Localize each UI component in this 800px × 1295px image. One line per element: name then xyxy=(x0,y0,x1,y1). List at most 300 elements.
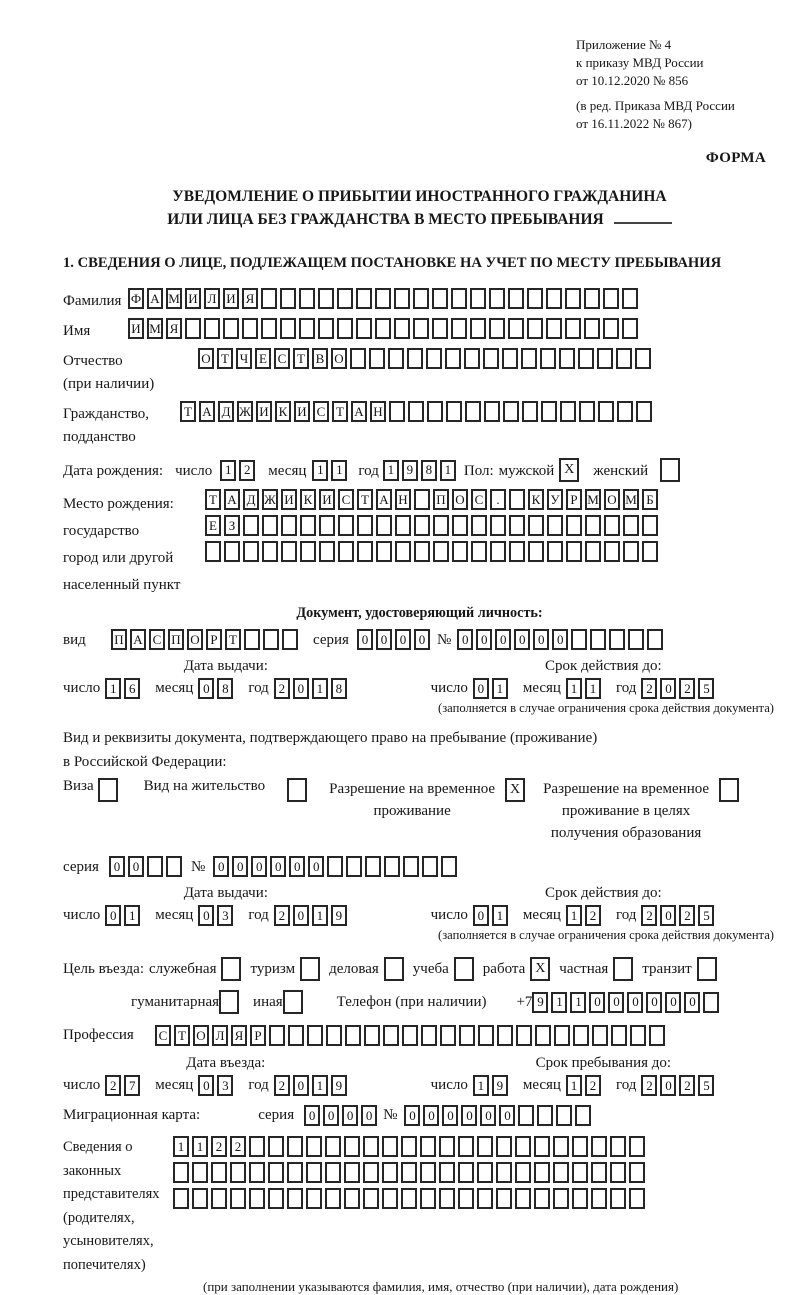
char-box[interactable]: 0 xyxy=(232,856,248,877)
char-box[interactable]: 0 xyxy=(128,856,144,877)
char-box[interactable] xyxy=(528,541,544,562)
char-box[interactable] xyxy=(325,1162,341,1183)
purpose-private-checkbox[interactable] xyxy=(613,957,633,981)
char-box[interactable] xyxy=(572,1162,588,1183)
char-box[interactable] xyxy=(617,401,633,422)
char-box[interactable] xyxy=(388,348,404,369)
residence-permit-checkbox[interactable] xyxy=(287,778,307,802)
char-box[interactable] xyxy=(249,1188,265,1209)
char-box[interactable] xyxy=(268,1162,284,1183)
char-box[interactable] xyxy=(496,1162,512,1183)
char-box[interactable]: 2 xyxy=(239,460,255,481)
char-box[interactable] xyxy=(394,318,410,339)
char-box[interactable] xyxy=(503,401,519,422)
char-box[interactable] xyxy=(559,348,575,369)
char-box[interactable] xyxy=(604,515,620,536)
char-box[interactable] xyxy=(268,1188,284,1209)
char-box[interactable] xyxy=(376,515,392,536)
char-box[interactable]: 0 xyxy=(293,1075,309,1096)
char-box[interactable] xyxy=(287,1162,303,1183)
char-box[interactable]: 1 xyxy=(312,905,328,926)
char-box[interactable]: 1 xyxy=(331,460,347,481)
char-box[interactable]: 3 xyxy=(217,1075,233,1096)
char-box[interactable]: 1 xyxy=(473,1075,489,1096)
edu-residence-permit-checkbox[interactable] xyxy=(719,778,739,802)
char-box[interactable]: 0 xyxy=(270,856,286,877)
char-box[interactable] xyxy=(547,515,563,536)
char-box[interactable]: И xyxy=(319,489,335,510)
char-box[interactable] xyxy=(325,1136,341,1157)
char-box[interactable]: К xyxy=(275,401,291,422)
char-box[interactable] xyxy=(230,1188,246,1209)
char-box[interactable] xyxy=(647,629,663,650)
char-box[interactable] xyxy=(534,1162,550,1183)
char-box[interactable]: 0 xyxy=(473,905,489,926)
char-box[interactable] xyxy=(344,1162,360,1183)
char-box[interactable]: 2 xyxy=(585,1075,601,1096)
char-box[interactable] xyxy=(420,1188,436,1209)
char-box[interactable]: 2 xyxy=(105,1075,121,1096)
char-box[interactable] xyxy=(300,541,316,562)
char-box[interactable]: 1 xyxy=(312,460,328,481)
char-box[interactable] xyxy=(414,515,430,536)
char-box[interactable] xyxy=(224,541,240,562)
char-box[interactable]: 0 xyxy=(198,678,214,699)
char-box[interactable]: 0 xyxy=(361,1105,377,1126)
char-box[interactable]: А xyxy=(199,401,215,422)
char-box[interactable] xyxy=(375,288,391,309)
char-box[interactable] xyxy=(527,318,543,339)
char-box[interactable]: Т xyxy=(205,489,221,510)
char-box[interactable]: 9 xyxy=(492,1075,508,1096)
char-box[interactable] xyxy=(401,1136,417,1157)
char-box[interactable]: Т xyxy=(180,401,196,422)
char-box[interactable] xyxy=(578,348,594,369)
char-box[interactable]: 0 xyxy=(376,629,392,650)
char-box[interactable]: 0 xyxy=(198,1075,214,1096)
char-box[interactable]: 9 xyxy=(532,992,548,1013)
char-box[interactable] xyxy=(584,318,600,339)
char-box[interactable]: 1 xyxy=(440,460,456,481)
char-box[interactable]: Т xyxy=(217,348,233,369)
char-box[interactable]: 0 xyxy=(109,856,125,877)
char-box[interactable] xyxy=(441,856,457,877)
char-box[interactable] xyxy=(230,1162,246,1183)
char-box[interactable] xyxy=(572,1136,588,1157)
char-box[interactable]: А xyxy=(351,401,367,422)
char-box[interactable] xyxy=(403,856,419,877)
char-box[interactable]: 0 xyxy=(105,905,121,926)
char-box[interactable]: Р xyxy=(566,489,582,510)
char-box[interactable] xyxy=(439,1162,455,1183)
char-box[interactable]: 1 xyxy=(585,678,601,699)
char-box[interactable]: 2 xyxy=(679,905,695,926)
char-box[interactable]: С xyxy=(471,489,487,510)
char-box[interactable] xyxy=(363,1162,379,1183)
char-box[interactable] xyxy=(327,856,343,877)
char-box[interactable]: 0 xyxy=(495,629,511,650)
char-box[interactable]: 0 xyxy=(461,1105,477,1126)
char-box[interactable] xyxy=(326,1025,342,1046)
char-box[interactable] xyxy=(508,318,524,339)
char-box[interactable] xyxy=(439,1188,455,1209)
char-box[interactable] xyxy=(211,1188,227,1209)
char-box[interactable] xyxy=(204,318,220,339)
char-box[interactable]: 0 xyxy=(476,629,492,650)
char-box[interactable]: 9 xyxy=(402,460,418,481)
char-box[interactable] xyxy=(592,1025,608,1046)
char-box[interactable] xyxy=(509,489,525,510)
char-box[interactable] xyxy=(490,541,506,562)
char-box[interactable] xyxy=(553,1188,569,1209)
char-box[interactable] xyxy=(287,1136,303,1157)
char-box[interactable]: Я xyxy=(231,1025,247,1046)
char-box[interactable] xyxy=(421,1025,437,1046)
char-box[interactable] xyxy=(591,1188,607,1209)
char-box[interactable] xyxy=(376,541,392,562)
char-box[interactable]: 2 xyxy=(211,1136,227,1157)
char-box[interactable]: 1 xyxy=(566,905,582,926)
purpose-study-checkbox[interactable] xyxy=(454,957,474,981)
char-box[interactable] xyxy=(345,1025,361,1046)
char-box[interactable]: 2 xyxy=(230,1136,246,1157)
char-box[interactable] xyxy=(363,1136,379,1157)
char-box[interactable]: 2 xyxy=(641,678,657,699)
char-box[interactable]: С xyxy=(338,489,354,510)
temp-residence-permit-checkbox[interactable]: X xyxy=(505,778,525,802)
char-box[interactable] xyxy=(521,348,537,369)
char-box[interactable]: А xyxy=(130,629,146,650)
char-box[interactable]: 1 xyxy=(566,1075,582,1096)
char-box[interactable]: 0 xyxy=(395,629,411,650)
char-box[interactable] xyxy=(489,318,505,339)
char-box[interactable] xyxy=(439,1136,455,1157)
char-box[interactable] xyxy=(609,629,625,650)
char-box[interactable] xyxy=(534,1136,550,1157)
char-box[interactable] xyxy=(597,348,613,369)
char-box[interactable] xyxy=(509,541,525,562)
char-box[interactable] xyxy=(477,1188,493,1209)
char-box[interactable] xyxy=(566,515,582,536)
char-box[interactable]: О xyxy=(187,629,203,650)
char-box[interactable]: Д xyxy=(243,489,259,510)
char-box[interactable]: 1 xyxy=(192,1136,208,1157)
char-box[interactable]: П xyxy=(433,489,449,510)
char-box[interactable]: С xyxy=(155,1025,171,1046)
char-box[interactable]: 0 xyxy=(289,856,305,877)
char-box[interactable]: 0 xyxy=(357,629,373,650)
char-box[interactable]: 1 xyxy=(492,678,508,699)
char-box[interactable]: 1 xyxy=(492,905,508,926)
char-box[interactable] xyxy=(590,629,606,650)
char-box[interactable] xyxy=(306,1162,322,1183)
char-box[interactable]: Т xyxy=(357,489,373,510)
char-box[interactable] xyxy=(420,1162,436,1183)
char-box[interactable]: М xyxy=(585,489,601,510)
char-box[interactable] xyxy=(470,288,486,309)
char-box[interactable]: 0 xyxy=(442,1105,458,1126)
char-box[interactable] xyxy=(394,288,410,309)
char-box[interactable] xyxy=(413,288,429,309)
char-box[interactable]: 0 xyxy=(627,992,643,1013)
char-box[interactable] xyxy=(579,401,595,422)
char-box[interactable] xyxy=(185,318,201,339)
char-box[interactable]: Ч xyxy=(236,348,252,369)
char-box[interactable] xyxy=(565,288,581,309)
char-box[interactable] xyxy=(413,318,429,339)
char-box[interactable] xyxy=(280,318,296,339)
char-box[interactable]: 0 xyxy=(414,629,430,650)
char-box[interactable] xyxy=(261,288,277,309)
char-box[interactable] xyxy=(319,541,335,562)
char-box[interactable]: С xyxy=(149,629,165,650)
char-box[interactable]: А xyxy=(224,489,240,510)
char-box[interactable] xyxy=(365,856,381,877)
char-box[interactable]: Ф xyxy=(128,288,144,309)
char-box[interactable]: И xyxy=(185,288,201,309)
char-box[interactable] xyxy=(318,288,334,309)
char-box[interactable] xyxy=(420,1136,436,1157)
char-box[interactable] xyxy=(547,541,563,562)
char-box[interactable] xyxy=(445,348,461,369)
char-box[interactable] xyxy=(478,1025,494,1046)
char-box[interactable] xyxy=(649,1025,665,1046)
char-box[interactable]: 0 xyxy=(323,1105,339,1126)
char-box[interactable]: 0 xyxy=(660,905,676,926)
purpose-humanitarian-checkbox[interactable] xyxy=(219,990,239,1014)
char-box[interactable] xyxy=(496,1188,512,1209)
char-box[interactable]: 2 xyxy=(274,905,290,926)
char-box[interactable] xyxy=(553,1162,569,1183)
char-box[interactable]: К xyxy=(300,489,316,510)
char-box[interactable]: И xyxy=(294,401,310,422)
char-box[interactable] xyxy=(389,401,405,422)
char-box[interactable]: 1 xyxy=(220,460,236,481)
char-box[interactable]: 5 xyxy=(698,678,714,699)
char-box[interactable]: 0 xyxy=(308,856,324,877)
char-box[interactable] xyxy=(459,1025,475,1046)
char-box[interactable]: И xyxy=(281,489,297,510)
char-box[interactable] xyxy=(584,288,600,309)
char-box[interactable] xyxy=(350,348,366,369)
char-box[interactable] xyxy=(585,515,601,536)
purpose-other-checkbox[interactable] xyxy=(283,990,303,1014)
char-box[interactable] xyxy=(242,318,258,339)
char-box[interactable] xyxy=(554,1025,570,1046)
char-box[interactable]: 0 xyxy=(342,1105,358,1126)
char-box[interactable]: 0 xyxy=(684,992,700,1013)
char-box[interactable] xyxy=(537,1105,553,1126)
char-box[interactable]: П xyxy=(111,629,127,650)
char-box[interactable] xyxy=(546,318,562,339)
char-box[interactable]: 2 xyxy=(679,678,695,699)
char-box[interactable]: 2 xyxy=(585,905,601,926)
char-box[interactable] xyxy=(522,401,538,422)
char-box[interactable]: 0 xyxy=(457,629,473,650)
char-box[interactable] xyxy=(382,1188,398,1209)
char-box[interactable]: 1 xyxy=(551,992,567,1013)
char-box[interactable] xyxy=(622,288,638,309)
char-box[interactable] xyxy=(458,1188,474,1209)
char-box[interactable]: Ж xyxy=(237,401,253,422)
visa-checkbox[interactable] xyxy=(98,778,118,802)
char-box[interactable]: 2 xyxy=(274,1075,290,1096)
char-box[interactable]: О xyxy=(604,489,620,510)
char-box[interactable] xyxy=(560,401,576,422)
char-box[interactable] xyxy=(630,1025,646,1046)
char-box[interactable] xyxy=(356,318,372,339)
char-box[interactable] xyxy=(516,1025,532,1046)
char-box[interactable]: Т xyxy=(225,629,241,650)
char-box[interactable] xyxy=(306,1188,322,1209)
char-box[interactable]: Е xyxy=(205,515,221,536)
char-box[interactable]: 0 xyxy=(304,1105,320,1126)
char-box[interactable] xyxy=(337,318,353,339)
char-box[interactable]: 5 xyxy=(698,1075,714,1096)
purpose-tourism-checkbox[interactable] xyxy=(300,957,320,981)
char-box[interactable] xyxy=(477,1136,493,1157)
char-box[interactable]: 0 xyxy=(293,678,309,699)
char-box[interactable]: О xyxy=(193,1025,209,1046)
char-box[interactable] xyxy=(610,1136,626,1157)
char-box[interactable]: 0 xyxy=(589,992,605,1013)
char-box[interactable] xyxy=(572,1188,588,1209)
char-box[interactable] xyxy=(527,288,543,309)
char-box[interactable] xyxy=(642,541,658,562)
char-box[interactable]: 0 xyxy=(404,1105,420,1126)
char-box[interactable]: Р xyxy=(206,629,222,650)
char-box[interactable] xyxy=(300,515,316,536)
char-box[interactable] xyxy=(610,1188,626,1209)
char-box[interactable] xyxy=(628,629,644,650)
char-box[interactable]: 8 xyxy=(331,678,347,699)
char-box[interactable] xyxy=(287,1188,303,1209)
char-box[interactable] xyxy=(515,1162,531,1183)
char-box[interactable]: М xyxy=(147,318,163,339)
char-box[interactable]: 0 xyxy=(499,1105,515,1126)
char-box[interactable] xyxy=(338,541,354,562)
char-box[interactable] xyxy=(211,1162,227,1183)
char-box[interactable] xyxy=(318,318,334,339)
char-box[interactable]: 1 xyxy=(383,460,399,481)
char-box[interactable]: 0 xyxy=(293,905,309,926)
char-box[interactable] xyxy=(540,348,556,369)
char-box[interactable] xyxy=(249,1162,265,1183)
char-box[interactable]: Я xyxy=(242,288,258,309)
char-box[interactable] xyxy=(249,1136,265,1157)
char-box[interactable]: 8 xyxy=(421,460,437,481)
char-box[interactable] xyxy=(344,1136,360,1157)
char-box[interactable] xyxy=(458,1162,474,1183)
char-box[interactable] xyxy=(173,1188,189,1209)
char-box[interactable]: 1 xyxy=(124,905,140,926)
char-box[interactable] xyxy=(173,1162,189,1183)
char-box[interactable] xyxy=(571,629,587,650)
char-box[interactable]: 1 xyxy=(570,992,586,1013)
char-box[interactable] xyxy=(623,515,639,536)
char-box[interactable] xyxy=(629,1162,645,1183)
char-box[interactable]: 7 xyxy=(124,1075,140,1096)
char-box[interactable] xyxy=(451,318,467,339)
char-box[interactable] xyxy=(484,401,500,422)
char-box[interactable] xyxy=(623,541,639,562)
char-box[interactable]: 0 xyxy=(646,992,662,1013)
char-box[interactable] xyxy=(262,515,278,536)
sex-female-checkbox[interactable] xyxy=(660,458,680,482)
char-box[interactable] xyxy=(611,1025,627,1046)
char-box[interactable] xyxy=(384,856,400,877)
char-box[interactable]: 0 xyxy=(514,629,530,650)
char-box[interactable] xyxy=(357,515,373,536)
char-box[interactable] xyxy=(509,515,525,536)
char-box[interactable]: 0 xyxy=(423,1105,439,1126)
char-box[interactable] xyxy=(263,629,279,650)
char-box[interactable]: 0 xyxy=(660,1075,676,1096)
char-box[interactable] xyxy=(585,541,601,562)
char-box[interactable] xyxy=(147,856,163,877)
char-box[interactable] xyxy=(518,1105,534,1126)
char-box[interactable] xyxy=(465,401,481,422)
char-box[interactable]: Т xyxy=(293,348,309,369)
char-box[interactable]: 3 xyxy=(217,905,233,926)
char-box[interactable] xyxy=(471,541,487,562)
char-box[interactable] xyxy=(534,1188,550,1209)
char-box[interactable]: О xyxy=(198,348,214,369)
char-box[interactable]: 1 xyxy=(312,1075,328,1096)
char-box[interactable] xyxy=(451,288,467,309)
char-box[interactable]: 0 xyxy=(608,992,624,1013)
char-box[interactable] xyxy=(440,1025,456,1046)
char-box[interactable]: П xyxy=(168,629,184,650)
char-box[interactable] xyxy=(192,1162,208,1183)
char-box[interactable] xyxy=(452,515,468,536)
char-box[interactable] xyxy=(433,515,449,536)
char-box[interactable] xyxy=(427,401,443,422)
char-box[interactable]: С xyxy=(313,401,329,422)
char-box[interactable]: О xyxy=(331,348,347,369)
char-box[interactable]: Б xyxy=(642,489,658,510)
char-box[interactable] xyxy=(642,515,658,536)
char-box[interactable]: С xyxy=(274,348,290,369)
char-box[interactable] xyxy=(541,401,557,422)
char-box[interactable]: 2 xyxy=(641,905,657,926)
char-box[interactable] xyxy=(375,318,391,339)
char-box[interactable] xyxy=(407,348,423,369)
char-box[interactable] xyxy=(591,1162,607,1183)
char-box[interactable]: У xyxy=(547,489,563,510)
char-box[interactable] xyxy=(395,541,411,562)
char-box[interactable]: 1 xyxy=(173,1136,189,1157)
purpose-official-checkbox[interactable] xyxy=(221,957,241,981)
char-box[interactable] xyxy=(629,1136,645,1157)
char-box[interactable]: 0 xyxy=(198,905,214,926)
char-box[interactable] xyxy=(282,629,298,650)
char-box[interactable] xyxy=(502,348,518,369)
char-box[interactable] xyxy=(344,1188,360,1209)
char-box[interactable] xyxy=(703,992,719,1013)
char-box[interactable] xyxy=(556,1105,572,1126)
char-box[interactable]: М xyxy=(166,288,182,309)
char-box[interactable] xyxy=(280,288,296,309)
char-box[interactable]: И xyxy=(128,318,144,339)
char-box[interactable] xyxy=(471,515,487,536)
char-box[interactable] xyxy=(573,1025,589,1046)
char-box[interactable] xyxy=(432,288,448,309)
char-box[interactable] xyxy=(244,629,260,650)
char-box[interactable] xyxy=(192,1188,208,1209)
char-box[interactable]: Н xyxy=(370,401,386,422)
char-box[interactable] xyxy=(262,541,278,562)
